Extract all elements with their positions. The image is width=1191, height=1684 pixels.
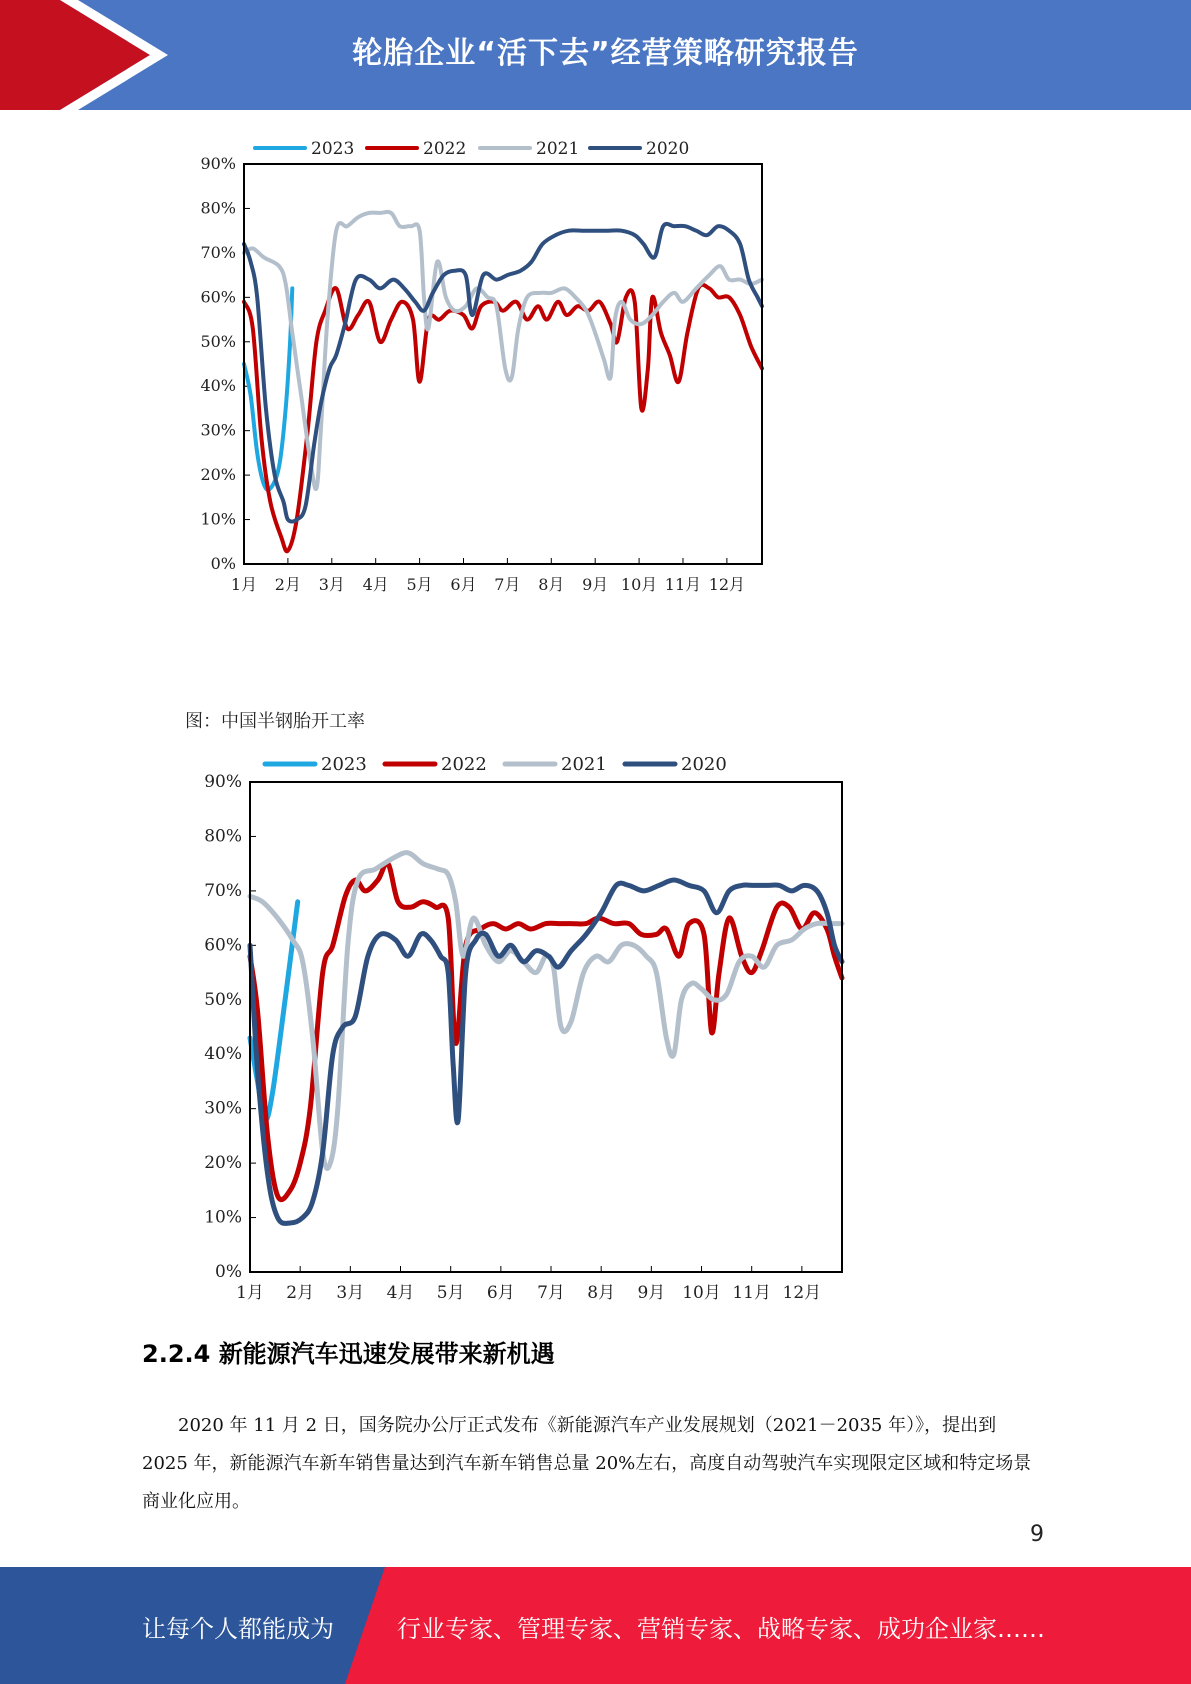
y-tick-label: 70% [204, 880, 242, 901]
y-tick-label: 90% [204, 772, 242, 792]
y-tick-label: 20% [204, 1153, 242, 1174]
document-title: 轮胎企业“活下去”经营策略研究报告 [352, 36, 859, 71]
y-tick-label: 90% [200, 154, 236, 173]
figure-caption: 图：中国半钢胎开工率 [185, 711, 365, 732]
legend-label-2020: 2020 [681, 754, 727, 775]
y-tick-label: 80% [204, 826, 242, 847]
legend-label-2022: 2022 [423, 139, 467, 159]
x-tick-label: 12月 [782, 1283, 822, 1303]
x-tick-label: 11月 [732, 1283, 772, 1303]
y-tick-label: 40% [204, 1044, 242, 1065]
legend-label-2023: 2023 [321, 754, 367, 775]
y-tick-label: 60% [204, 935, 242, 956]
x-tick-label: 1月 [230, 575, 258, 594]
y-tick-label: 80% [200, 198, 236, 218]
y-tick-label: 50% [200, 331, 236, 351]
y-tick-label: 60% [200, 287, 236, 307]
x-tick-label: 7月 [494, 575, 521, 594]
y-tick-label: 50% [204, 989, 242, 1010]
y-tick-label: 10% [204, 1207, 242, 1228]
y-tick-label: 30% [200, 420, 236, 440]
x-tick-label: 11月 [664, 575, 702, 594]
y-tick-label: 0% [215, 1262, 242, 1282]
x-tick-label: 1月 [236, 1283, 264, 1303]
y-tick-label: 10% [200, 509, 236, 529]
y-tick-label: 30% [204, 1098, 242, 1119]
legend-label-2022: 2022 [441, 754, 487, 775]
legend-label-2023: 2023 [311, 139, 355, 159]
series-line-2021 [250, 853, 842, 1169]
chart-bottom-svg [200, 746, 860, 1316]
x-tick-label: 2月 [274, 575, 301, 594]
x-tick-label: 2月 [286, 1283, 315, 1303]
x-tick-label: 4月 [386, 1283, 415, 1303]
x-tick-label: 12月 [708, 575, 746, 594]
chart-bottom [200, 746, 860, 1316]
x-tick-label: 4月 [362, 575, 389, 594]
x-tick-label: 8月 [587, 1283, 616, 1303]
y-tick-label: 70% [200, 242, 236, 262]
x-tick-label: 8月 [538, 575, 565, 594]
legend-label-2021: 2021 [561, 754, 607, 775]
plot-frame [250, 782, 842, 1272]
x-tick-label: 6月 [486, 1283, 515, 1303]
section-heading: 2.2.4 新能源汽车迅速发展带来新机遇 [142, 1340, 555, 1368]
x-tick-label: 5月 [436, 1283, 465, 1303]
y-tick-label: 20% [200, 465, 236, 485]
x-tick-label: 9月 [582, 575, 609, 594]
page-header [0, 0, 1191, 110]
x-tick-label: 3月 [318, 575, 345, 594]
legend-label-2020: 2020 [646, 139, 690, 159]
chart-top-svg [200, 138, 840, 653]
footer-slogan-right: 行业专家、管理专家、营销专家、战略专家、成功企业家…… [397, 1615, 1045, 1643]
page-number: 9 [1030, 1522, 1044, 1547]
y-tick-label: 0% [210, 554, 236, 573]
x-tick-label: 6月 [450, 575, 477, 594]
body-paragraph [142, 1407, 1042, 1521]
legend-label-2021: 2021 [536, 139, 580, 159]
x-tick-label: 9月 [637, 1283, 666, 1303]
x-tick-label: 5月 [406, 575, 433, 594]
y-tick-label: 40% [200, 376, 236, 396]
paragraph-text: 2020 年 11 月 2 日，国务院办公厅正式发布《新能源汽车产业发展规划（2021－2035 年）》，提出到 2025 年，新能源汽车新车销售量达到汽车新车销售总量 20%左右，高度自动驾驶汽车实现限定区域和特定场景商业化应用。 [142, 1415, 1032, 1512]
x-tick-label: 10月 [682, 1283, 721, 1303]
chart-top [200, 138, 840, 653]
x-tick-label: 10月 [620, 575, 658, 594]
x-tick-label: 3月 [336, 1283, 365, 1303]
series-line-2020 [244, 224, 762, 522]
page-footer [0, 1567, 1191, 1684]
footer-slogan-left: 让每个人都能成为 [142, 1615, 334, 1643]
x-tick-label: 7月 [537, 1283, 565, 1303]
